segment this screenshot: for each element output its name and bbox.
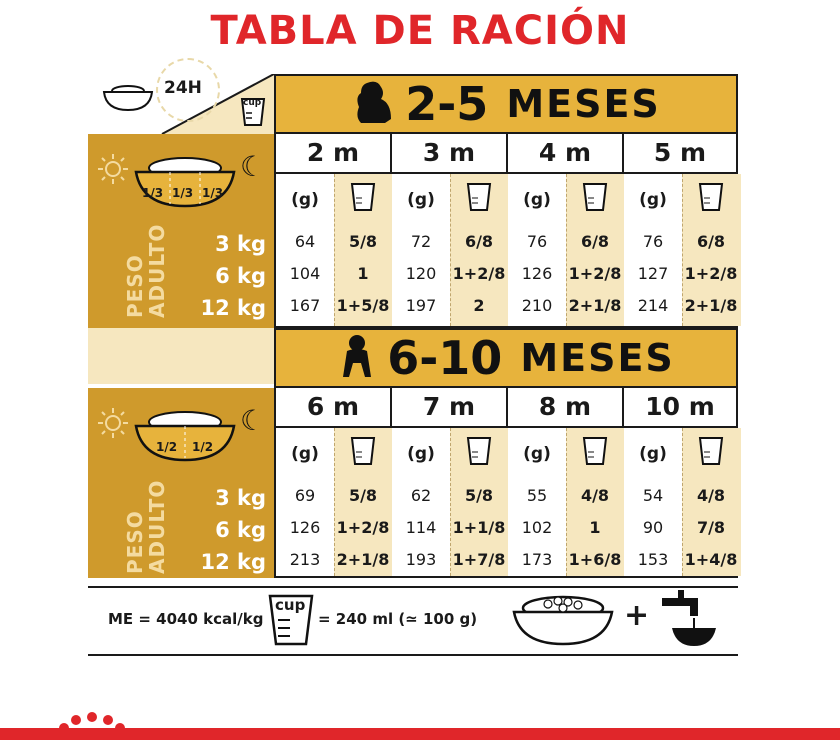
cup-icon: cup [266,592,316,652]
cups-value: 2 [473,296,485,315]
cups-value: 1+2/8 [336,518,390,537]
cups-value: 1+1/8 [452,518,506,537]
age-range-value: 6-10 [387,331,503,385]
grams-value: 193 [405,550,437,569]
grams-header: (g) [291,444,319,464]
cups-value: 6/8 [464,232,494,251]
age-range-bar-2 [274,328,738,388]
cup-icon [566,182,624,216]
grams-value: 126 [289,518,321,537]
bowl-icon [100,82,156,118]
moon-icon: ☾ [240,404,266,437]
grams-header: (g) [523,444,551,464]
cup-icon [334,182,392,216]
weight-label: 6 kg [215,264,266,288]
grams-value: 213 [289,550,321,569]
month-column [508,388,624,576]
grams-value: 120 [405,264,437,283]
grams-header: (g) [523,190,551,210]
age-range-unit: MESES [520,336,675,380]
cups-value: 1 [589,518,601,537]
sun-icon [96,406,130,444]
sun-icon [96,152,130,190]
grams-value: 54 [642,486,664,505]
age-range-value: 2-5 [405,77,489,131]
energy-label: ME = 4040 kcal/kg [108,610,264,628]
month-header: 8 m [508,388,622,428]
grams-value: 76 [526,232,548,251]
grams-value: 64 [294,232,316,251]
cups-value: 5/8 [348,232,378,251]
cup-icon [566,436,624,470]
grams-header: (g) [639,444,667,464]
cups-value: 2+1/8 [568,296,622,315]
puppy-icon [351,79,395,129]
cup-icon: cup [240,97,266,131]
grams-value: 153 [637,550,669,569]
portion-fraction: 1/3 [202,186,224,200]
grams-header: (g) [407,444,435,464]
grams-value: 114 [405,518,437,537]
cups-value: 5/8 [464,486,494,505]
grams-value: 104 [289,264,321,283]
grams-value: 210 [521,296,553,315]
grams-value: 167 [289,296,321,315]
month-column [276,388,392,576]
cups-value: 6/8 [696,232,726,251]
portion-fraction: 1/2 [156,440,178,454]
cups-value: 1 [357,264,369,283]
cups-value: 2+1/8 [684,296,738,315]
portion-bowl-icon [132,150,238,214]
footer-legend [88,586,738,656]
ration-grid-1 [274,134,738,328]
cups-value: 5/8 [348,486,378,505]
cups-value: 1+2/8 [684,264,738,283]
month-column [392,388,508,576]
month-header: 10 m [624,388,736,428]
peso-adulto-label: PESO ADULTO [123,479,169,574]
month-column [624,388,738,576]
grams-header: (g) [639,190,667,210]
month-column [624,134,738,326]
puppy-icon [337,333,377,383]
cup-icon [682,182,740,216]
moon-icon: ☾ [240,150,266,183]
month-column [392,134,508,326]
cup-icon [450,436,508,470]
month-header: 3 m [392,134,506,174]
cups-value: 4/8 [696,486,726,505]
month-header: 5 m [624,134,736,174]
grams-value: 90 [642,518,664,537]
cups-value: 2+1/8 [336,550,390,569]
cup-icon [334,436,392,470]
weight-label: 12 kg [200,296,266,320]
brand-stripe [0,728,840,740]
weight-label: 3 kg [215,232,266,256]
grams-header: (g) [291,190,319,210]
food-bowl-icon [508,592,618,652]
portion-fraction: 1/2 [192,440,214,454]
grams-value: 76 [642,232,664,251]
cups-value: 1+2/8 [452,264,506,283]
cups-value: 7/8 [696,518,726,537]
age-range-bar-1 [274,74,738,134]
grams-value: 69 [294,486,316,505]
cups-value: 4/8 [580,486,610,505]
grams-value: 197 [405,296,437,315]
portion-fraction: 1/3 [172,186,194,200]
month-header: 2 m [276,134,390,174]
grams-value: 126 [521,264,553,283]
section-spacer [88,328,274,384]
grams-value: 214 [637,296,669,315]
grams-value: 127 [637,264,669,283]
grams-value: 173 [521,550,553,569]
page-title: TABLA DE RACIÓN [210,8,630,54]
cup-icon [682,436,740,470]
age-range-unit: MESES [506,82,661,126]
cups-value: 1+5/8 [336,296,390,315]
grams-value: 102 [521,518,553,537]
peso-adulto-label: PESO ADULTO [123,223,169,318]
cup-icon [450,182,508,216]
month-header: 4 m [508,134,622,174]
month-column [276,134,392,326]
month-header: 7 m [392,388,506,428]
grams-header: (g) [407,190,435,210]
weight-label: 12 kg [200,550,266,574]
weight-label: 3 kg [215,486,266,510]
month-header: 6 m [276,388,390,428]
ration-grid-2 [274,388,738,578]
hours-label: 24H [164,78,202,98]
portion-fraction: 1/3 [142,186,164,200]
cups-value: 6/8 [580,232,610,251]
grams-value: 72 [410,232,432,251]
grams-value: 55 [526,486,548,505]
plus-sign: + [624,598,650,633]
cups-value: 1+4/8 [684,550,738,569]
portion-bowl-icon [132,404,238,468]
grams-value: 62 [410,486,432,505]
water-tap-icon [654,588,718,656]
cups-value: 1+6/8 [568,550,622,569]
cups-value: 1+2/8 [568,264,622,283]
cup-equivalence-label: = 240 ml (≃ 100 g) [318,610,478,628]
month-column [508,134,624,326]
weight-label: 6 kg [215,518,266,542]
cups-value: 1+7/8 [452,550,506,569]
